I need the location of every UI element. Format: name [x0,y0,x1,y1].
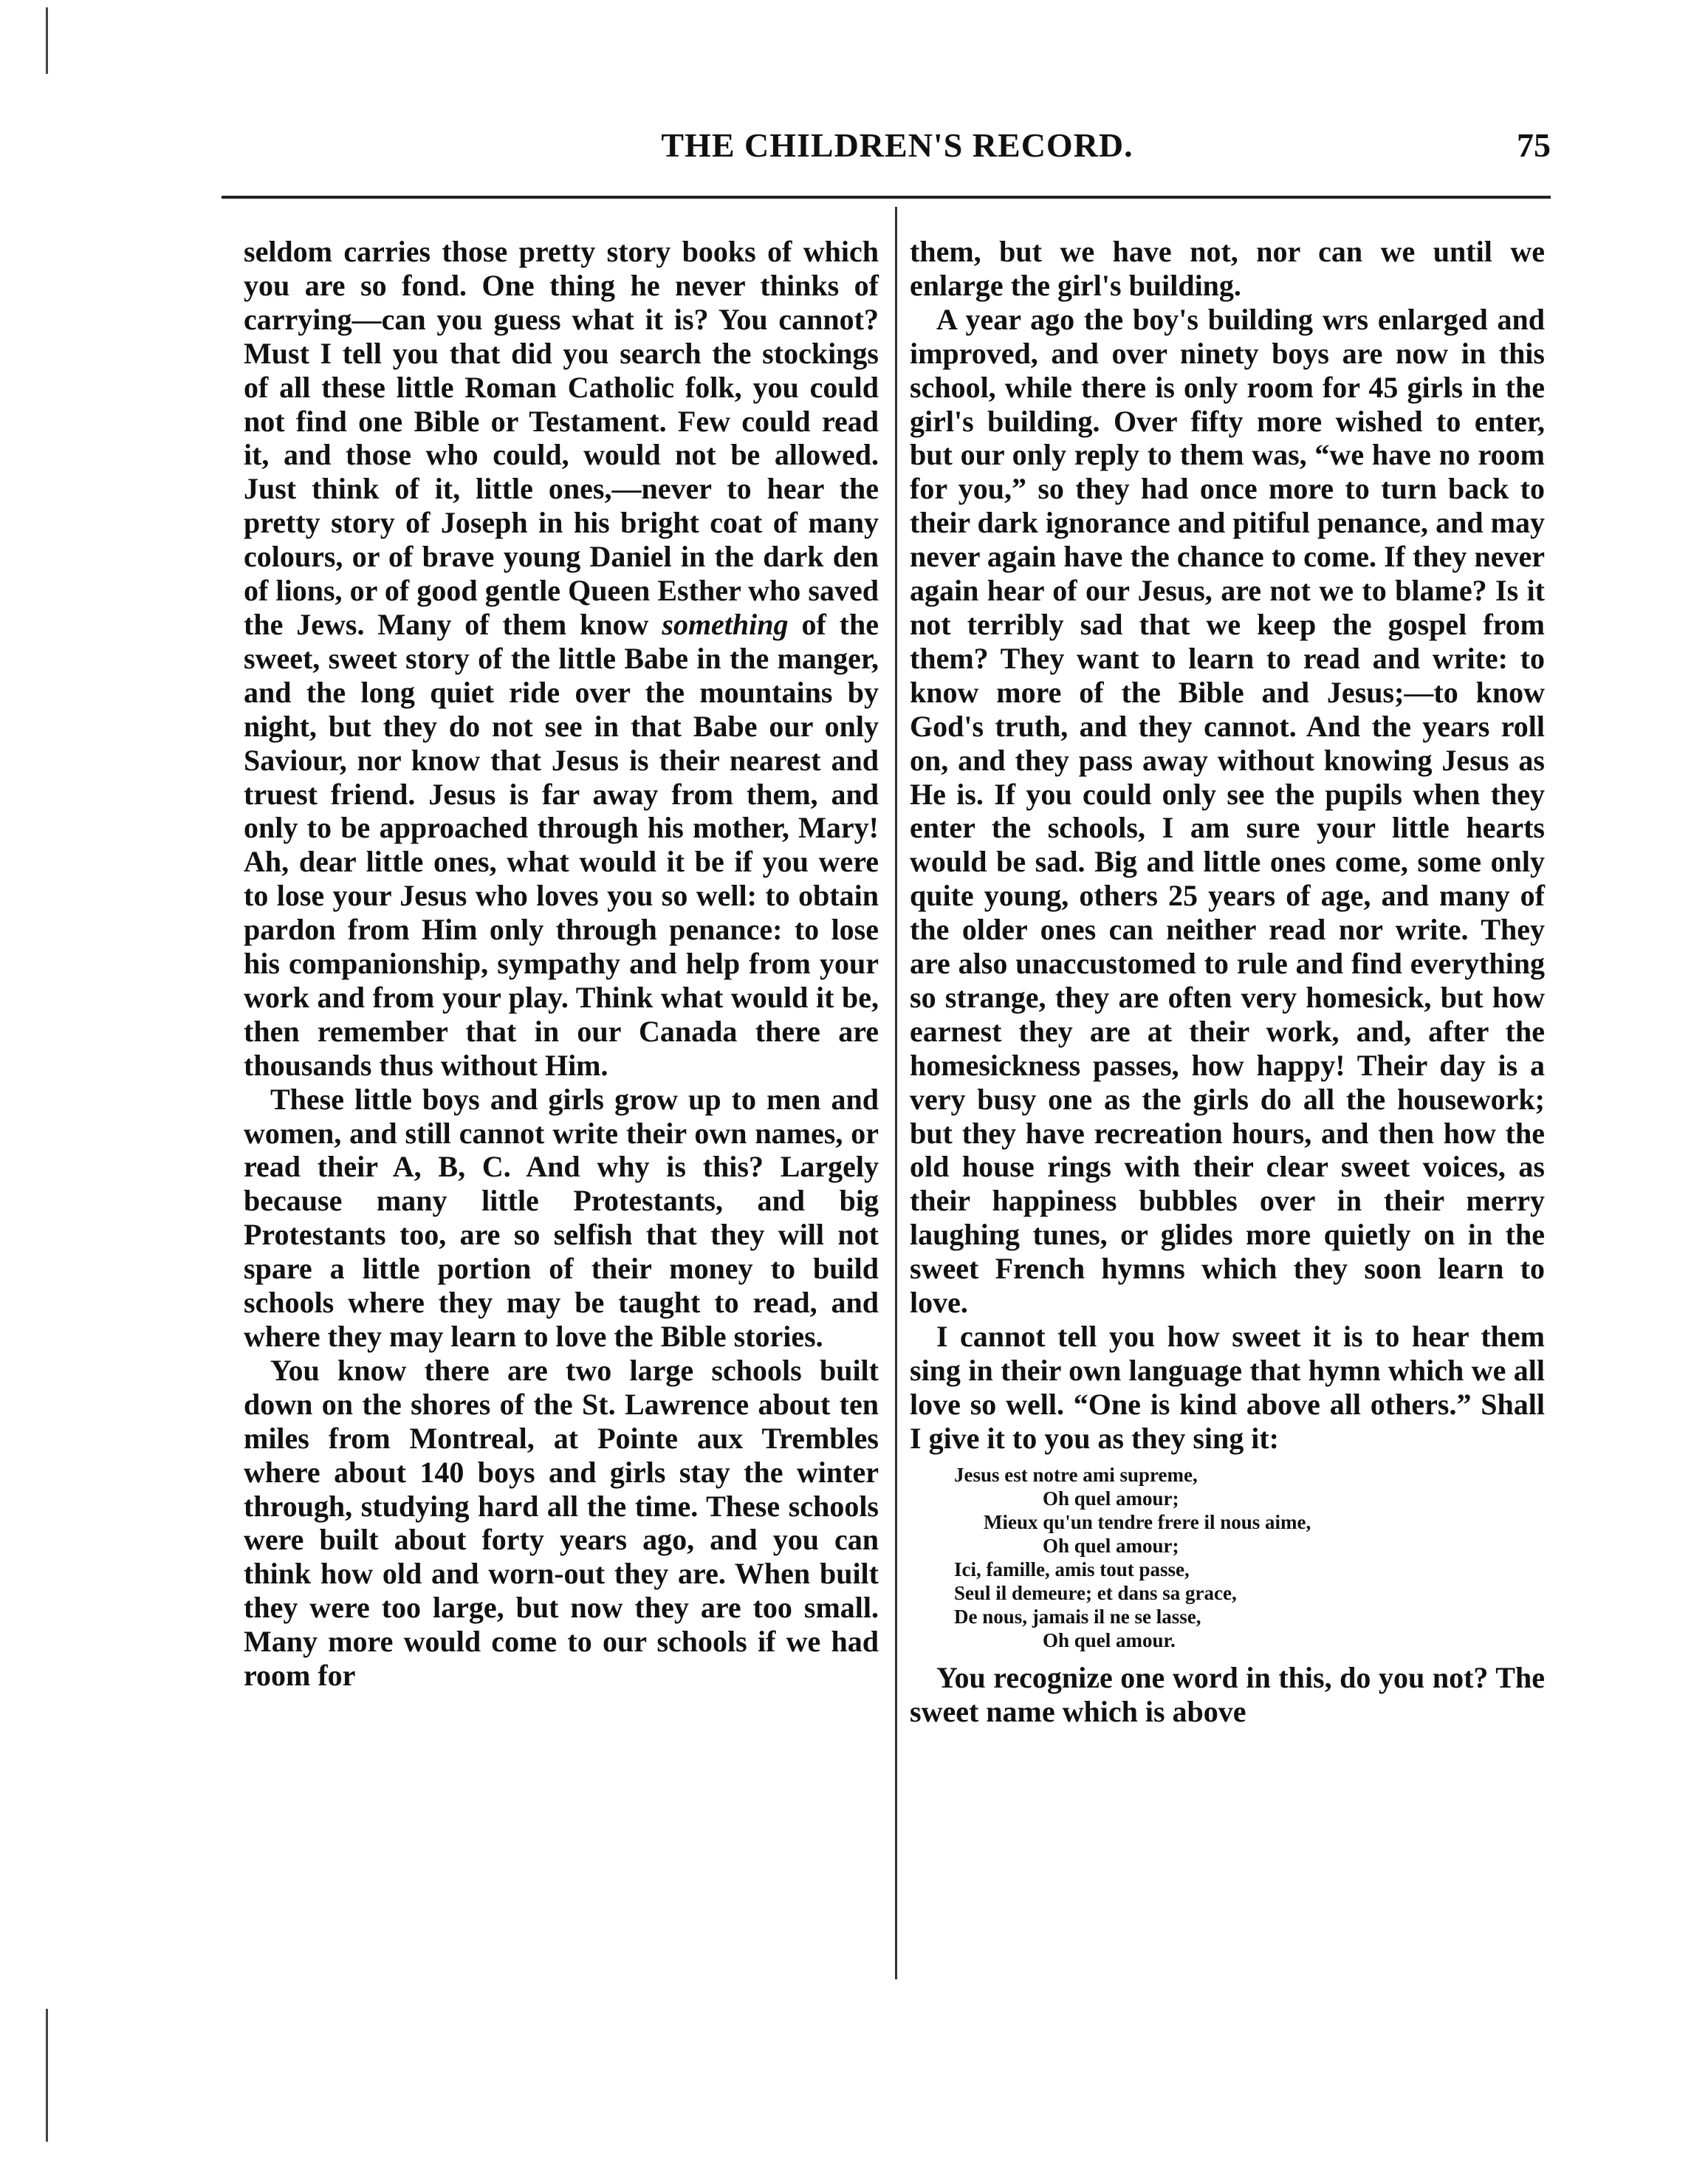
hymn-line: Mieux qu'un tendre frere il nous aime, [984,1510,1311,1533]
hymn-line: Oh quel amour; [1043,1534,1179,1557]
hymn-line: Ici, famille, amis tout passe, [954,1558,1190,1580]
left-margin-mark [46,7,48,74]
left-column [244,235,879,1693]
right-paragraph-3: I cannot tell you how sweet it is to hear them sing in their own language that hymn which we all love so well. “One is kind above all others.” Shall I give it to you as they sing it: [910,1320,1545,1455]
hymn-line: Jesus est notre ami supreme, [954,1463,1198,1486]
right-column [910,235,1545,1728]
running-head: THE CHILDREN'S RECORD. [661,126,1133,164]
header-rule [222,196,1551,199]
hymn-line: Oh quel amour; [1043,1487,1179,1510]
left-p1-text: seldom carries those pretty story books of which you are so fond. One thing he never thinks of carrying—can you guess what it is? You cannot? Must I tell you that did you search the stockings of all these little Roman Catholic folk, you could not find one Bible or Testament. Few could read it, and those who could, would not be allowed. Just think of it, little ones,—never to hear the pretty story of Joseph in his bright coat of many colours, or of brave young Daniel in the dark den of lions, or of good gentle Queen Esther who saved the Jews. Many of them know [244,235,879,641]
left-paragraph-3: You know there are two large schools built down on the shores of the St. Lawrence about ten miles from Montreal, at Pointe aux Trembles where about 140 boys and girls stay the winter through, studying hard all the time. These schools were built about forty years ago, and you can think how old and worn-out they are. When built they were too large, but now they are too small. Many more would come to our schools if we had room for [244,1353,879,1693]
right-paragraph-1: them, but we have not, nor can we until we enlarge the girl's building. [910,235,1545,302]
right-paragraph-2: A year ago the boy's building wrs enlarged and improved, and over ninety boys are now in this school, while there is only room for 45 girls in the girl's building. Over fifty more wished to enter, but our only reply to them was, “we have no room for you,” so they had once more to turn back to their dark ignorance and pitiful penance, and may never again have the chance to come. If they never again hear of our Jesus, are not we to blame? Is it not terribly sad that we keep the gospel from them? They want to learn to read and write: to know more of the Bible and Jesus;—to know God's truth, and they cannot. And the years roll on, and they pass away without knowing Jesus as He is. If you could only see the pupils when they enter the schools, I am sure your little hearts would be sad. Big and little ones come, some only quite young, others 25 years of age, and many of the older ones can neither read nor write. They are also unaccustomed to rule and find everything so strange, they are often very homesick, but how earnest they are at their work, and, after the homesickness passes, how happy! Their day is a very busy one as the girls do all the housework; but they have recreation hours, and then how the old house rings with their clear sweet voices, as their happiness bubbles over in their merry laughing tunes, or glides more quietly on in the sweet French hymns which they soon learn to love. [910,302,1545,1320]
hymn-verse [910,1463,1545,1652]
page-header [244,126,1551,185]
right-paragraph-4: You recognize one word in this, do you not? The sweet name which is above [910,1660,1545,1728]
emphasized-word: something [662,607,789,641]
hymn-line: Seul il demeure; et dans sa grace, [954,1581,1237,1604]
hymn-line: Oh quel amour. [1043,1628,1176,1651]
left-margin-mark [46,2009,48,2142]
left-paragraph-2: These little boys and girls grow up to men and women, and still cannot write their own names, or read their A, B, C. And why is this? Largely because many little Protestants, and big Protestants too, are so selfish that they will not spare a little portion of their money to build schools where they may be taught to read, and where they may learn to love the Bible stories. [244,1082,879,1353]
hymn-line: De nous, jamais il ne se lasse, [954,1605,1201,1628]
left-paragraph-1 [244,235,879,1083]
left-p1-rest: of the sweet, sweet story of the little Babe in the manger, and the long quiet ride over the mountains by night, but they do not see in that Babe our only Saviour, nor know that Jesus is their nearest and truest friend. Jesus is far away from them, and only to be approached through his mother, Mary! Ah, dear little ones, what would it be if you were to lose your Jesus who loves you so well: to obtain pardon from Him only through penance: to lose his companionship, sympathy and help from your work and from your play. Think what would it be, then remember that in our Canada there are thousands thus without Him. [244,607,879,1082]
page-number: 75 [1517,126,1551,164]
column-divider [895,207,897,1979]
